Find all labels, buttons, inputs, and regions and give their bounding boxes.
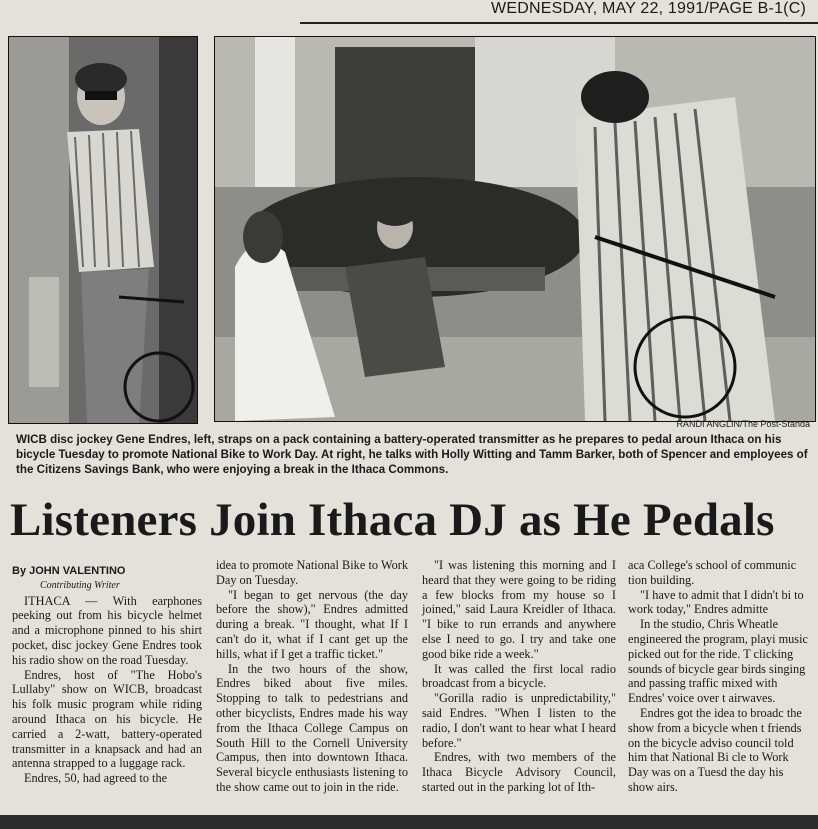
- paragraph: Endres, with two members of the Ithaca Bicycle Advisory Council, started out in the parking lot of Ith-: [422, 750, 616, 794]
- paragraph: Endres, 50, had agreed to the: [24, 771, 168, 786]
- photo-caption: WICB disc jockey Gene Endres, left, straps on a pack containing a battery-operated transmitter as he prepares to pedal aroun Ithaca on his bicycle Tuesday to promote National Bike to Work Day. At right, he talks with Holly Witting and Tamm Barker, both of Spencer and employees of the Citizens Savings Bank, who were enjoying a break in the Ithaca Commons.: [16, 433, 808, 476]
- paragraph: ITHACA — With earphones peeking out from his bicycle helmet and a microphone pinned to his shirt pocket, disc jockey Gene Endres took his radio show on the road Tuesday.: [12, 593, 202, 667]
- paragraph: idea to promote National Bike to Work Day on Tuesday.: [216, 558, 408, 587]
- article-column-1: [12, 558, 202, 786]
- article-column-3: [422, 558, 616, 795]
- paragraph: It was called the first local radio broadcast from a bicycle.: [422, 661, 616, 691]
- paragraph: Endres got the idea to broadc the show from a bicycle when t friends on the bicycle adviso council told him that National Bi cle to Work Day was on a Tuesd the day his show airs.: [628, 705, 802, 794]
- paragraph: "I have to admit that I didn't bi to work today," Endres admitte: [628, 587, 804, 617]
- dateline: WEDNESDAY, MAY 22, 1991/PAGE B-1(C): [491, 0, 806, 17]
- page-bottom-edge: [0, 815, 818, 829]
- top-rule: [300, 22, 818, 24]
- paragraph: "I began to get nervous (the day before the show)," Endres admitted during a break. "I thought, what If I can't do it, what if I cant get up the hills, what if I get a traffic ticket.": [216, 587, 408, 661]
- paragraph: "I was listening this morning and I heard that they were going to be riding a few blocks from my house so I joined," said Laura Kreidler of Ithaca. "I bike to run errands and anywhere else I need to go. I try and take one good bike ride a week.": [422, 558, 616, 661]
- paragraph: aca College's school of communic tion building.: [628, 558, 797, 587]
- photo-dj-with-women: [214, 36, 816, 422]
- article-column-4: [628, 558, 810, 795]
- byline-role: Contributing Writer: [40, 579, 120, 591]
- photo-dj-with-bike: [8, 36, 198, 424]
- paragraph: Endres, host of "The Hobo's Lullaby" show on WICB, broadcast his folk music program while riding around Ithaca on his bicycle. He carried a 2-watt, battery-operated transmitter in a knapsack and had an antenna strapped to a luggage rack.: [12, 667, 202, 771]
- article-column-2: [216, 558, 408, 795]
- photo-credit: RANDI ANGLIN/The Post-Standa: [676, 419, 810, 429]
- paragraph: In the studio, Chris Wheatle engineered the program, playi music picked out for the ride. T clicking sounds of bicycle gear birds singing and passing traffic mixed with Endres' voice over t airwaves.: [628, 617, 808, 706]
- headline: Listeners Join Ithaca DJ as He Pedals: [10, 494, 775, 546]
- paragraph: In the two hours of the show, Endres biked about five miles. Stopping to talk to pedestrians and other bicyclists, Endres made his way from the Ithaca College Campus on South Hill to the Cornell University Campus, then into downtown Ithaca. Several bicycle enthusiasts listening to the show came out to join in the ride.: [216, 661, 408, 794]
- byline: By JOHN VALENTINO: [12, 565, 126, 577]
- paragraph: "Gorilla radio is unpredictability," said Endres. "When I listen to the radio, I don't want to hear what I heard before.": [422, 691, 616, 750]
